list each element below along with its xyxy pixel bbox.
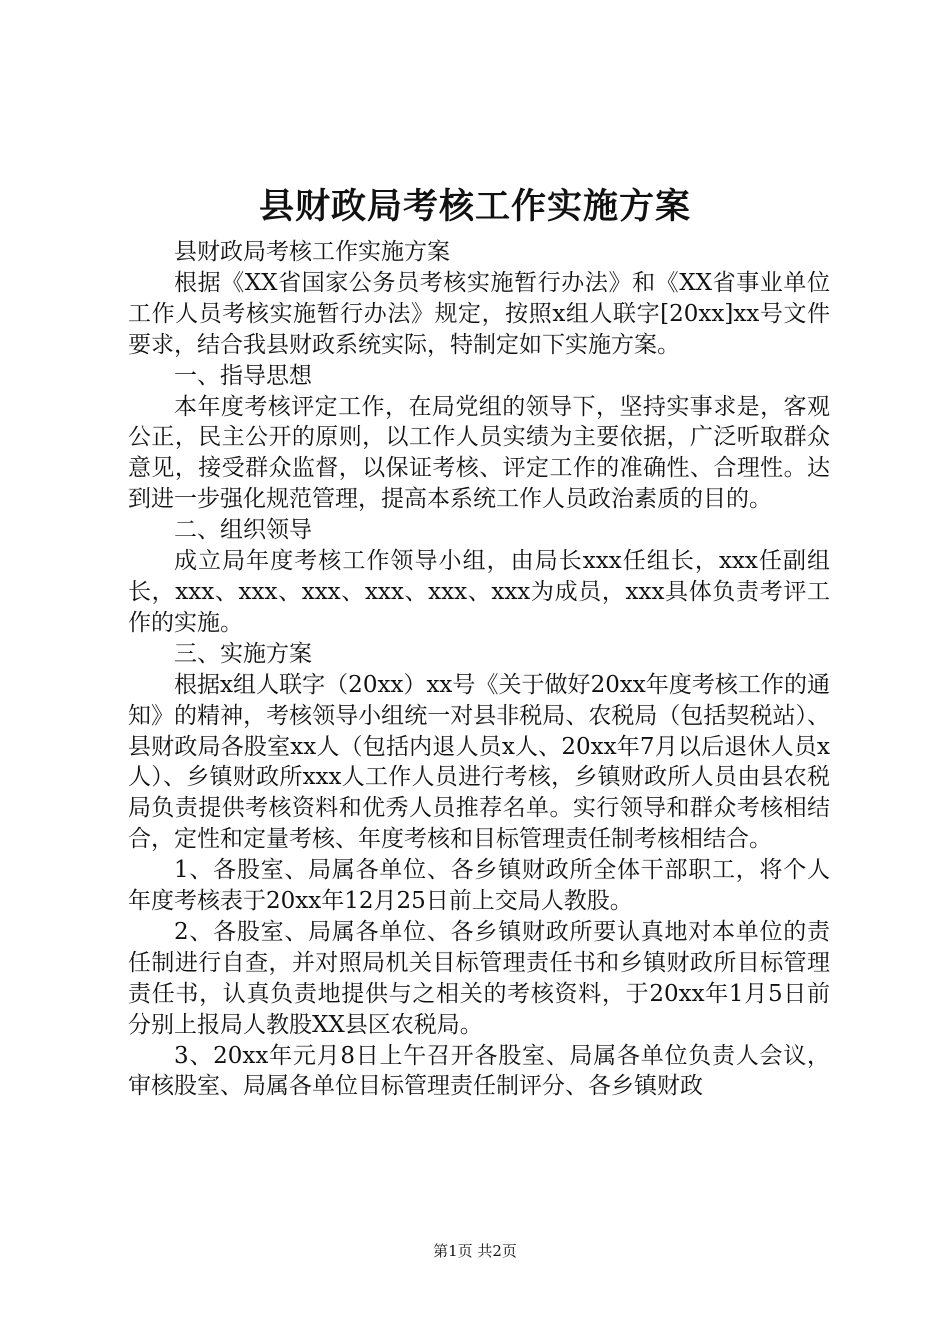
document-title: 县财政局考核工作实施方案 (258, 186, 691, 227)
list-item-2: 2、各股室、局属各单位、各乡镇财政所要认真地对本单位的责任制进行自查，并对照局机关目标管理责任书和乡镇财政所目标管理责任书，认真负责地提供与之相关的考核资料，于20xx年1月5日前分别上报局人教股XX县区农税局。 (128, 918, 830, 1038)
section-heading-implementation: 三、实施方案 (174, 640, 312, 667)
document-body (128, 237, 830, 1102)
paragraph-intro: 根据《XX省国家公务员考核实施暂行办法》和《XX省事业单位工作人员考核实施暂行办法》规定，按照x组人联字[20xx]xx号文件要求，结合我县财政系统实际，特制定如下实施方案。 (128, 269, 830, 358)
list-item-1: 1、各股室、局属各单位、各乡镇财政所全体干部职工，将个人年度考核表于20xx年12月25日前上交局人教股。 (128, 857, 830, 915)
section-heading-organization: 二、组织领导 (174, 517, 312, 544)
paragraph-organization: 成立局年度考核工作领导小组，由局长xxx任组长，xxx任副组长，xxx、xxx、xxx、xxx、xxx、xxx为成员，xxx具体负责考评工作的实施。 (128, 548, 830, 636)
page-number-footer: 第1页 共2页 (433, 1242, 517, 1260)
list-item-3: 3、20xx年元月8日上午召开各股室、局属各单位负责人会议，审核股室、局属各单位目标管理责任制评分、各乡镇财政 (128, 1042, 830, 1100)
paragraph-subtitle: 县财政局考核工作实施方案 (174, 239, 450, 265)
paragraph-implementation: 根据x组人联字（20xx）xx号《关于做好20xx年度考核工作的通知》的精神，考核领导小组统一对县非税局、农税局（包括契税站）、县财政局各股室xx人（包括内退人员x人、20xx年7月以后退休人员x人）、乡镇财政所xxx人工作人员进行考核，乡镇财政所人员由县农税局负责提供考核资料和优秀人员推荐名单。实行领导和群众考核相结合，定性和定量考核、年度考核和目标管理责任制考核相结合。 (128, 671, 830, 853)
section-heading-guiding-ideology: 一、指导思想 (174, 362, 312, 389)
paragraph-guiding-ideology: 本年度考核评定工作，在局党组的领导下，坚持实事求是，客观公正，民主公开的原则，以工作人员实绩为主要依据，广泛听取群众意见，接受群众监督，以保证考核、评定工作的准确性、合理性。达到进一步强化规范管理，提高本系统工作人员政治素质的目的。 (128, 393, 830, 513)
